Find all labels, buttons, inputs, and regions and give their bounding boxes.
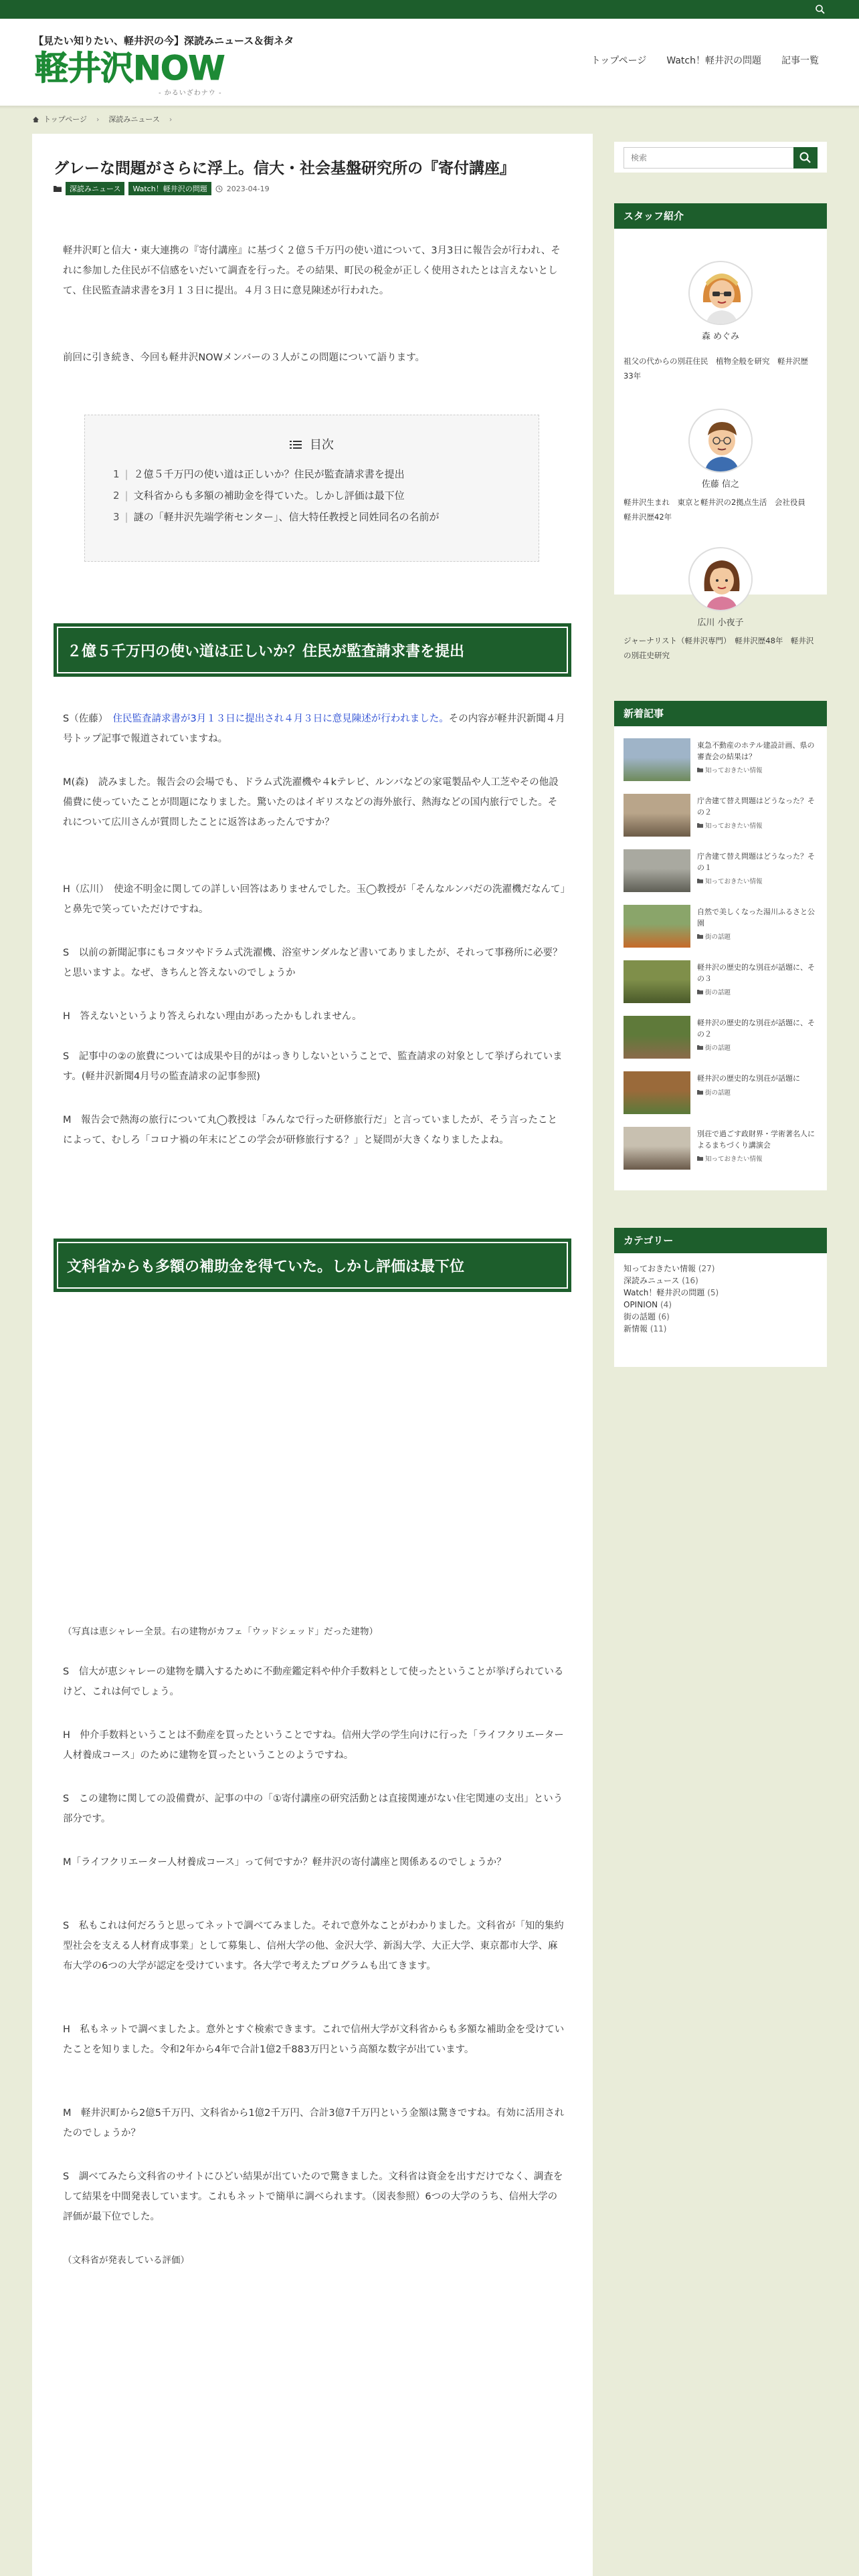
search-icon: [793, 147, 818, 169]
dialog-paragraph: H 答えないというより答えられない理由があったかもしれません。: [63, 1011, 362, 1022]
category-tag[interactable]: 深読みニュース: [66, 182, 124, 195]
news-item[interactable]: [624, 738, 822, 786]
site-logo[interactable]: 軽井沢NOW - かるいざわナウ -: [35, 49, 225, 97]
news-title[interactable]: 軽井沢の歴史的な別荘が話題に、その２: [697, 1018, 815, 1039]
news-category: 街の話題: [697, 987, 731, 996]
category-heading: カテゴリー: [614, 1228, 827, 1253]
sidebar-search: [614, 142, 827, 173]
news-thumbnail[interactable]: [624, 905, 690, 948]
staff-description: 軽井沢生まれ 東京と軽井沢の2拠点生活 会社役員 軽井沢歴42年: [624, 498, 814, 522]
intro-paragraph: 軽井沢町と信大・東大連携の『寄付講座』に基づく２億５千万円の使い道について、3月3日に報告会が行われ、それに参加した住民が不信感をいだいて調査を行った。その結果、町民の税金が正しく使用されたとは言えないとして、住民監査請求書を3月１３日に提出。４月３日に意見陳述が行われた。: [63, 245, 561, 296]
news-category: 街の話題: [697, 932, 731, 941]
news-item[interactable]: [624, 1127, 822, 1175]
category-item[interactable]: 知っておきたい情報 (27): [624, 1264, 715, 1273]
nav-top[interactable]: トップページ: [591, 56, 647, 66]
avatar: [688, 409, 753, 473]
folder-icon: [697, 989, 703, 994]
dialog-paragraph: M(森) 読みました。報告会の会場でも、ドラム式洗濯機や４kテレビ、ルンバなどの家電製品や人工芝やその他設備費に使っていたことが問題になりました。驚いたのはイギリスなどの海外旅行、熱海などの国内旅行でした。それについて広川さんが質問したことに返答はあったんですか？: [63, 777, 559, 828]
news-category: 知っておきたい情報: [697, 876, 763, 885]
news-thumbnail[interactable]: [624, 738, 690, 781]
staff-description: 祖父の代からの別荘住民 植物全般を研究 軽井沢歴33年: [624, 356, 808, 381]
main-nav: [591, 53, 819, 67]
toc-item[interactable]: 2 | 文科省からも多額の補助金を得ていた。しかし評価は最下位: [113, 490, 405, 502]
news-thumbnail[interactable]: [624, 794, 690, 837]
home-icon: [32, 116, 39, 123]
news-title[interactable]: 庁舎建て替え問題はどうなった？その１: [697, 852, 815, 872]
news-title[interactable]: 東急不動産のホテル建設計画、県の審査会の結果は？: [697, 741, 815, 761]
table-of-contents: [84, 415, 539, 562]
breadcrumb: [32, 114, 177, 124]
staff-name: 森 めぐみ: [701, 332, 740, 342]
search-input[interactable]: [624, 147, 795, 169]
news-category: 街の話題: [697, 1087, 731, 1097]
category-item[interactable]: 街の話題 (6): [624, 1312, 670, 1321]
dialog-paragraph: S（佐藤） 住民監査請求書が3月１３日に提出され４月３日に意見陳述が行われました。その内容が軽井沢新聞４月号トップ記事で報道されていますね。: [63, 714, 565, 744]
dialog-paragraph: S 私もこれは何だろうと思ってネットで調べてみました。それで意外なことがわかりました。文科省が「知的集約型社会を支える人材育成事業」として募集し、信州大学の他、金沢大学、新潟大学、大正大学、東京都市大学、麻布大学の6つの大学が認定を受けています。各大学で考えたプログラムも出てきます。: [63, 1921, 564, 1971]
category-list: [614, 1253, 827, 1344]
news-item[interactable]: [624, 794, 822, 842]
toc-item[interactable]: 3 | 謎の「軽井沢先端学術センター」、信大特任教授と同姓同名の名前が: [113, 511, 440, 523]
article-card: [32, 134, 593, 2576]
dialog-paragraph: S 記事中の②の旅費については成果や目的がはっきりしないということで、監査請求の対象として挙げられています。(軽井沢新聞4月号の監査請求の記事参照): [63, 1051, 563, 1082]
news-title[interactable]: 庁舎建て替え問題はどうなった？その２: [697, 796, 815, 817]
dialog-paragraph: S この建物に関しての設備費が、記事の中の「①寄付講座の研究活動とは直接関連がない住宅関連の支出」という部分です。: [63, 1794, 563, 1824]
staff-description: ジャーナリスト（軽井沢専門） 軽井沢歴48年 軽井沢の別荘史研究: [624, 636, 814, 660]
folder-icon: [697, 934, 703, 939]
dialog-paragraph: H（広川） 使途不明金に関しての詳しい回答はありませんでした。玉◯教授が「そんなルンバだの洗濯機だなんて」と鼻先で笑っていただけですね。: [63, 884, 565, 915]
breadcrumb-separator: ›: [169, 114, 173, 124]
category-item[interactable]: 深読みニュース (16): [624, 1276, 698, 1285]
dialog-paragraph: S 信大が恵シャレーの建物を購入するために不動産鑑定料や仲介手数料として使ったということが挙げられているけど、これは何でしょう。: [63, 1667, 564, 1697]
folder-icon: [697, 1045, 703, 1050]
news-category: 知っておきたい情報: [697, 765, 763, 774]
news-item[interactable]: [624, 1071, 822, 1119]
dialog-paragraph: H 仲介手数料ということは不動産を買ったということですね。信州大学の学生向けに行った「ライフクリエーター人材養成コース」のために建物を買ったということのようですね。: [63, 1730, 564, 1761]
staff-member: [614, 229, 827, 383]
article-title: グレーな問題がさらに浮上。信大・社会基盤研究所の『寄付講座』: [54, 160, 515, 177]
header-divider: [0, 106, 859, 109]
breadcrumb-home[interactable]: トップページ: [43, 115, 88, 124]
news-item[interactable]: [624, 905, 822, 953]
section-heading: ２億５千万円の使い道は正しいか？住民が監査請求書を提出: [54, 623, 571, 677]
news-thumbnail[interactable]: [624, 849, 690, 892]
nav-watch[interactable]: Watch！軽井沢の問題: [666, 56, 761, 66]
news-thumbnail[interactable]: [624, 960, 690, 1003]
folder-icon: [54, 185, 62, 192]
category-item[interactable]: OPINION (4): [624, 1300, 672, 1309]
folder-icon: [697, 767, 703, 772]
news-item[interactable]: [624, 1016, 822, 1064]
top-bar: [0, 0, 859, 19]
staff-member: [614, 383, 827, 524]
category-item[interactable]: 新情報 (11): [624, 1324, 667, 1333]
staff-widget: [614, 203, 827, 660]
dialog-paragraph: S 調べてみたら文科省のサイトにひどい結果が出ていたので驚きました。文科省は資金を出すだけでなく、調査をして結果を中間発表しています。これもネットで簡単に調べられます。（図表参照）6つの大学のうち、信州大学の評価が最下位でした。: [63, 2171, 563, 2222]
news-item[interactable]: [624, 849, 822, 897]
site-tagline: 【見たい知りたい、軽井沢の今】深読みニュース＆街ネタ: [33, 35, 294, 47]
breadcrumb-separator: ›: [96, 114, 100, 124]
photo-caption: （写真は恵シャレー全景。右の建物がカフェ「ウッドシェッド」だった建物）: [63, 1626, 379, 1637]
article-meta: [54, 182, 270, 195]
news-title[interactable]: 軽井沢の歴史的な別荘が話題に、その３: [697, 963, 815, 983]
dialog-paragraph: S 以前の新聞記事にもコタツやドラム式洗濯機、浴室サンダルなど書いてありましたが、それって事務所に必要？と思いますよ。なぜ、きちんと答えないのでしょうか: [63, 948, 563, 978]
section-heading: 文科省からも多額の補助金を得ていた。しかし評価は最下位: [54, 1239, 571, 1292]
post-date: 2023-04-19: [226, 184, 270, 193]
staff-name: 佐藤 信之: [701, 479, 740, 490]
news-item[interactable]: [624, 960, 822, 1008]
recent-posts-widget: [614, 701, 827, 1190]
intro-paragraph: 前回に引き続き、今回も軽井沢NOWメンバーの３人がこの問題について語ります。: [63, 352, 425, 363]
staff-heading: スタッフ紹介: [614, 203, 827, 229]
folder-icon: [697, 823, 703, 828]
news-thumbnail[interactable]: [624, 1071, 690, 1114]
category-widget: [614, 1228, 827, 1367]
figure-caption: （文科省が発表している評価）: [63, 2255, 189, 2266]
avatar: [688, 547, 753, 611]
news-thumbnail[interactable]: [624, 1016, 690, 1059]
news-category: 知っておきたい情報: [697, 1154, 763, 1163]
news-title[interactable]: 自然で美しくなった湯川ふるさと公園: [697, 907, 815, 928]
toc-list: [113, 463, 440, 528]
news-category: 知っておきたい情報: [697, 821, 763, 830]
news-category: 街の話題: [697, 1043, 731, 1052]
avatar: [688, 261, 753, 325]
toc-item[interactable]: 1 | ２億５千万円の使い道は正しいか？住民が監査請求書を提出: [113, 468, 405, 480]
nav-articles[interactable]: 記事一覧: [781, 56, 819, 66]
dialog-paragraph: M 報告会で熱海の旅行について丸◯教授は「みんなで行った研修旅行だ」と言っていましたが、そう言ったことによって、むしろ「コロナ禍の年末にどこの学会が研修旅行する？」と疑問が大きくなりましたよね。: [63, 1115, 557, 1146]
clock-icon: [215, 185, 223, 193]
category-tag[interactable]: Watch！軽井沢の問題: [128, 182, 211, 195]
staff-member: [614, 524, 827, 663]
audit-link[interactable]: 住民監査請求書が3月１３日に提出され４月３日に意見陳述が行われました。: [112, 714, 449, 724]
staff-name: 広川 小夜子: [697, 618, 744, 628]
news-heading: 新着記事: [614, 701, 827, 726]
news-title[interactable]: 軽井沢の歴史的な別荘が話題に: [697, 1074, 800, 1083]
dialog-paragraph: M「ライフクリエーター人材養成コース」って何ですか？軽井沢の寄付講座と関係あるのでしょうか？: [63, 1857, 506, 1868]
news-title[interactable]: 別荘で過ごす政財界・学術著名人によるまちづくり講演会: [697, 1130, 815, 1150]
search-button[interactable]: [793, 147, 818, 169]
site-header: [0, 19, 859, 106]
dialog-paragraph: H 私もネットで調べましたよ。意外とすぐ検索できます。これで信州大学が文科省からも多額な補助金を受けていたことを知りました。令和2年から4年で合計1億2千883万円という高額な数字が出ています。: [63, 2024, 565, 2055]
category-item[interactable]: Watch！軽井沢の問題 (5): [624, 1288, 719, 1297]
toc-title: 目次: [85, 435, 539, 453]
list-icon: [290, 440, 302, 449]
dialog-paragraph: M 軽井沢町から2億5千万円、文科省から1億2千万円、合計3億7千万円という金額は驚きですね。有効に活用されたのでしょうか？: [63, 2108, 565, 2139]
breadcrumb-category[interactable]: 深読みニュース: [108, 115, 160, 124]
folder-icon: [697, 878, 703, 883]
news-thumbnail[interactable]: [624, 1127, 690, 1170]
search-icon[interactable]: [815, 4, 826, 15]
folder-icon: [697, 1156, 703, 1161]
folder-icon: [697, 1089, 703, 1095]
